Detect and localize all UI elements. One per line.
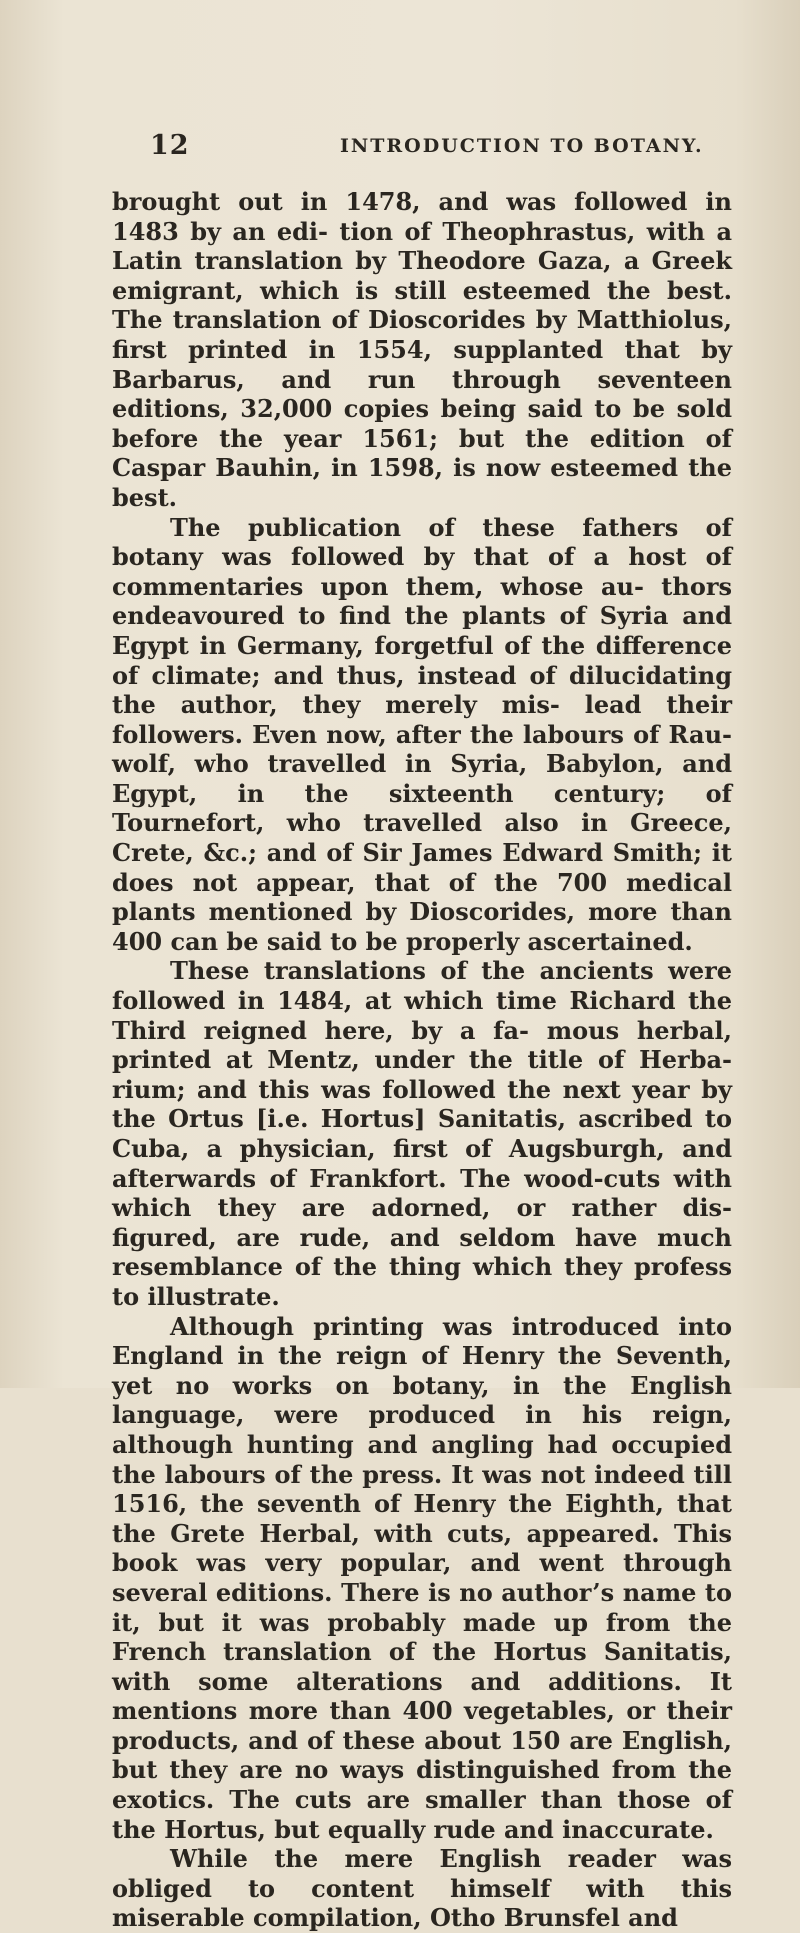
paragraph-commentaries: The publication of these fathers of botany was followed by that of a host of commentaries upon them, whose au- thors endeavoured to find the plants of Syria and Egypt in Germany, forgetful of the difference of climate; and thus, instead of dilucidating the author, they merely mis- lead their followers. Even now, after the labours of Rau- wolf, who travelled in Syria, Babylon, and Egypt, in the sixteenth century; of Tournefort, who travelled also in Greece, Crete, &c.; and of Sir James Edward Smith; it does not appear, that of the 700 medical plants mentioned by Dioscorides, more than 400 can be said to be properly ascertained.: [112, 512, 732, 956]
page-number: 12: [150, 130, 190, 161]
paragraph-continuation: brought out in 1478, and was followed in 1483 by an edi- tion of Theophrastus, with a Latin translation by Theodore Gaza, a Greek emigrant, which is still esteemed the best. The translation of Dioscorides by Matthiolus, first printed in 1554, supplanted that by Barbarus, and run through seventeen editions, 32,000 copies being said to be sold before the year 1561; but the edition of Caspar Bauhin, in 1598, is now esteemed the best.: [112, 187, 732, 512]
paragraph-herbarium: These translations of the ancients were followed in 1484, at which time Richard the Third reigned here, by a fa- mous herbal, printed at Mentz, under the title of Herba- rium; and this was followed the next year by the Ortus [i.e. Hortus] Sanitatis, ascribed to Cuba, a physician, first of Augsburgh, and afterwards of Frankfort. The wood-cuts with which they are adorned, or rather dis- figured, are rude, and seldom have much resemblance of the thing which they profess to illustrate.: [112, 956, 732, 1311]
body-text: [112, 187, 732, 1933]
running-title: INTRODUCTION TO BOTANY.: [340, 135, 704, 157]
running-head: [150, 130, 710, 170]
paragraph-grete-herbal: Although printing was introduced into England in the reign of Henry the Seventh, yet no works on botany, in the English language, were produced in his reign, although hunting and angling had occupied the labours of the press. It was not indeed till 1516, the seventh of Henry the Eighth, that the Grete Herbal, with cuts, appeared. This book was very popular, and went through several editions. There is no author’s name to it, but it was probably made up from the French translation of the Hortus Sanitatis, with some alterations and additions. It mentions more than 400 vegetables, or their products, and of these about 150 are English, but they are no ways distinguished from the exotics. The cuts are smaller than those of the Hortus, but equally rude and inaccurate.: [112, 1311, 732, 1844]
paragraph-brunsfel: While the mere English reader was obliged to content himself with this miserable compilation, Otho Brunsfel and: [112, 1844, 732, 1933]
